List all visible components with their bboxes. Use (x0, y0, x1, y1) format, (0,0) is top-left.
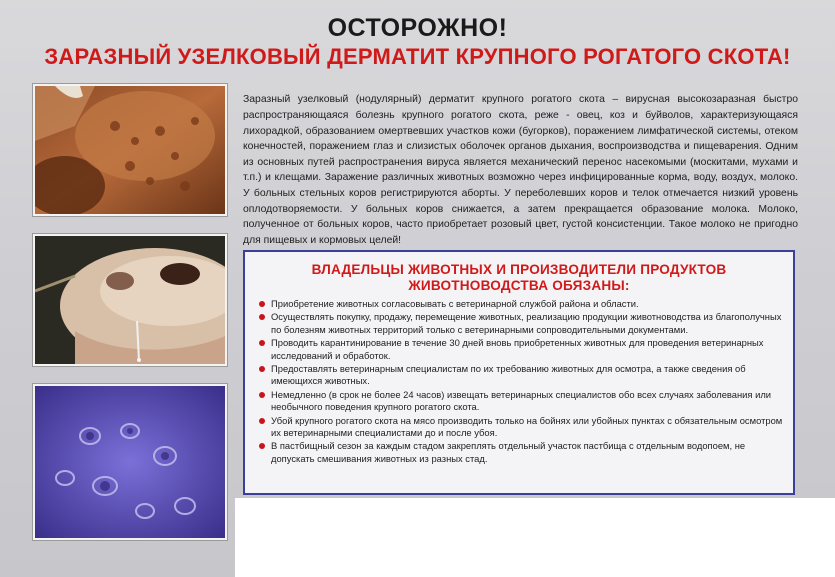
duty-item: Предоставлять ветеринарным специалистам по их требованию животных для осмотра, а также сведения об имеющихся животных. (257, 363, 785, 388)
duty-item: В пастбищный сезон за каждым стадом закреплять отдельный участок пастбища с отдельным водопоем, не допускать смешивания животных из разных стад. (257, 440, 785, 465)
duty-item: Немедленно (в срок не более 24 часов) извещать ветеринарных специалистов обо всех случаях заболевания или необычного поведения крупного рогатого скота. (257, 389, 785, 414)
owner-duties-box (243, 250, 795, 495)
duty-item: Проводить карантинирование в течение 30 дней вновь приобретенных животных для проведения ветеринарных исследований и обработок. (257, 337, 785, 362)
duties-heading-line-1: ВЛАДЕЛЬЦЫ ЖИВОТНЫХ И ПРОИЗВОДИТЕЛИ ПРОДУКТОВ (311, 262, 727, 277)
duties-heading (245, 262, 793, 294)
duty-item: Приобретение животных согласовывать с ветеринарной службой района и области. (257, 298, 785, 310)
skin-nodules-photo (33, 384, 227, 540)
disease-description: Заразный узелковый (нодулярный) дерматит крупного рогатого скота – вирусная высокозаразная быстро распространяющаяся болезнь крупного рогатого скота, реже - овец, коз и буйволов, характеризующаяся лихорадкой, образованием омертвевших участков кожи (бугорков), поражением лимфатической системы, отеком конечностей, поражением глаз и слизистых оболочек органов дыхания, воспроизводства и пищеварения. Одним из основных путей распространения вируса является механический перенос насекомыми (москитами, мухами и т.п.) и клещами. Заражение различных животных возможно через инфицированные корма, воду, воздух, молоко. У больных стельных коров регистрируются аборты. У переболевших коров и телок отмечается низкий уровень оплодотворяемости. У больных коров снижается, а затем прекращается образование молока. Молоко, полученное от больных коров, часто приобретает розовый цвет, густой консистенции. Такое молоко не пригодно для пищевых и кормовых целей! (243, 94, 798, 246)
blank-area (235, 498, 835, 577)
duties-heading-line-2: ЖИВОТНОВОДСТВА ОБЯЗАНЫ: (408, 278, 630, 293)
duty-item: Осуществлять покупку, продажу, перемещение животных, реализацию продукции животноводства из благополучных по болезням животных территорий только с ветеринарными сопроводительными документами. (257, 311, 785, 336)
duty-item: Убой крупного рогатого скота на мясо производить только на бойнях или убойных пунктах с обязательным осмотром их ветеринарными специалистами до и после убоя. (257, 415, 785, 440)
duties-list (245, 298, 793, 465)
cow-muzzle-photo (33, 234, 227, 366)
warning-title: ОСТОРОЖНО! (327, 14, 508, 42)
disease-title: ЗАРАЗНЫЙ УЗЕЛКОВЫЙ ДЕРМАТИТ КРУПНОГО РОГАТОГО СКОТА! (44, 44, 791, 69)
cow-head-photo (33, 84, 227, 216)
